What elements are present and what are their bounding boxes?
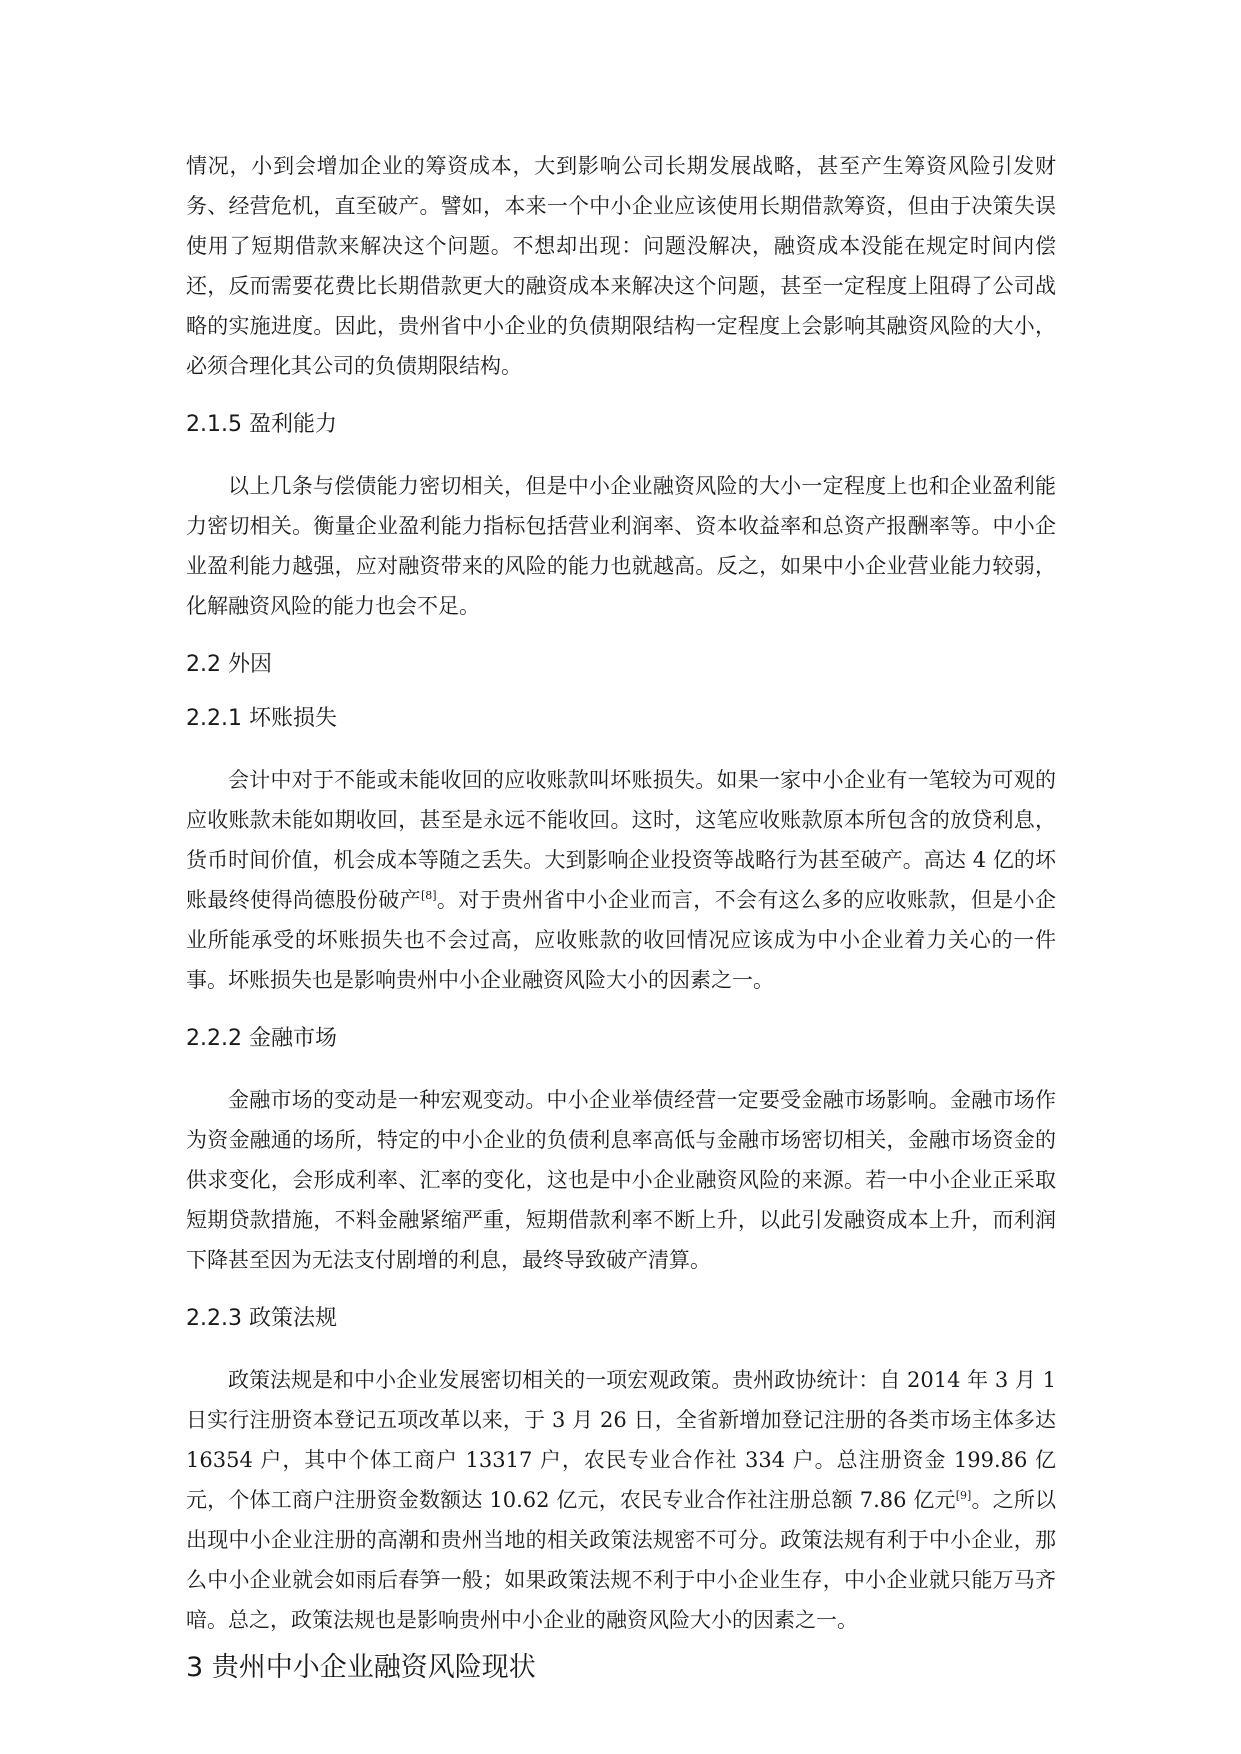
policy-text-b: 。之所以出现中小企业注册的高潮和贵州当地的相关政策法规密不可分。政策法规有利于中小企业，那么中小企业就会如雨后春笋一般；如果政策法规不利于中小企业生存，中小企业就只能万马齐喑。总之，政策法规也是影响贵州中小企业的融资风险大小的因素之一。 [186, 1488, 1056, 1632]
heading-2-2: 2.2 外因 [186, 652, 272, 677]
reference-9: [9] [955, 1489, 972, 1502]
paragraph-profitability: 以上几条与偿债能力密切相关，但是中小企业融资风险的大小一定程度上也和企业盈利能力密切相关。衡量企业盈利能力指标包括营业利润率、资本收益率和总资产报酬率等。中小企业盈利能力越强，应对融资带来的风险的能力也就越高。反之，如果中小企业营业能力较弱，化解融资风险的能力也会不足。 [186, 474, 1056, 618]
paragraph-bad-debt [186, 760, 1056, 1000]
heading-2-1-5: 2.1.5 盈利能力 [186, 412, 337, 437]
heading-2-2-1: 2.2.1 坏账损失 [186, 706, 337, 731]
bad-debt-text-a: 会计中对于不能或未能收回的应收账款叫坏账损失。如果一家中小企业有一笔较为可观的应收账款未能如期收回，甚至是永远不能收回。这时，这笔应收账款原本所包含的放贷利息，货币时间价值，机会成本等随之丢失。大到影响企业投资等战略行为甚至破产。高达 4 亿的坏账最终使得尚德股份破产 [186, 768, 1056, 912]
heading-2-2-3: 2.2.3 政策法规 [186, 1306, 337, 1331]
document-page [186, 146, 1056, 1686]
reference-8: [8] [420, 889, 437, 902]
policy-text-a: 政策法规是和中小企业发展密切相关的一项宏观政策。贵州政协统计：自 2014 年 3 月 1 日实行注册资本登记五项改革以来，于 3 月 26 日，全省新增加登记注册的各类市场主体多达 16354 户，其中个体工商户 13317 户，农民专业合作社 334 户。总注册资金 199.86 亿元，个体工商户注册资金数额达 10.62 亿元，农民专业合作社注册总额 7.86 亿元 [186, 1368, 1056, 1512]
paragraph-policy [186, 1360, 1056, 1640]
bad-debt-text-b: 。对于贵州省中小企业而言，不会有这么多的应收账款，但是小企业所能承受的坏账损失也不会过高，应收账款的收回情况应该成为中小企业着力关心的一件事。坏账损失也是影响贵州中小企业融资风险大小的因素之一。 [186, 888, 1057, 992]
paragraph-debt-structure: 情况，小到会增加企业的筹资成本，大到影响公司长期发展战略，甚至产生筹资风险引发财务、经营危机，直至破产。譬如，本来一个中小企业应该使用长期借款筹资，但由于决策失误使用了短期借款来解决这个问题。不想却出现：问题没解决，融资成本没能在规定时间内偿还，反而需要花费比长期借款更大的融资成本来解决这个问题，甚至一定程度上阻碍了公司战略的实施进度。因此，贵州省中小企业的负债期限结构一定程度上会影响其融资风险的大小，必须合理化其公司的负债期限结构。 [186, 154, 1056, 378]
heading-3: 3 贵州中小企业融资风险现状 [186, 1652, 536, 1683]
paragraph-financial-market: 金融市场的变动是一种宏观变动。中小企业举债经营一定要受金融市场影响。金融市场作为资金融通的场所，特定的中小企业的负债利息率高低与金融市场密切相关，金融市场资金的供求变化，会形成利率、汇率的变化，这也是中小企业融资风险的来源。若一中小企业正采取短期贷款措施，不料金融紧缩严重，短期借款利率不断上升，以此引发融资成本上升，而利润下降甚至因为无法支付剧增的利息，最终导致破产清算。 [186, 1088, 1056, 1272]
heading-2-2-2: 2.2.2 金融市场 [186, 1026, 337, 1051]
